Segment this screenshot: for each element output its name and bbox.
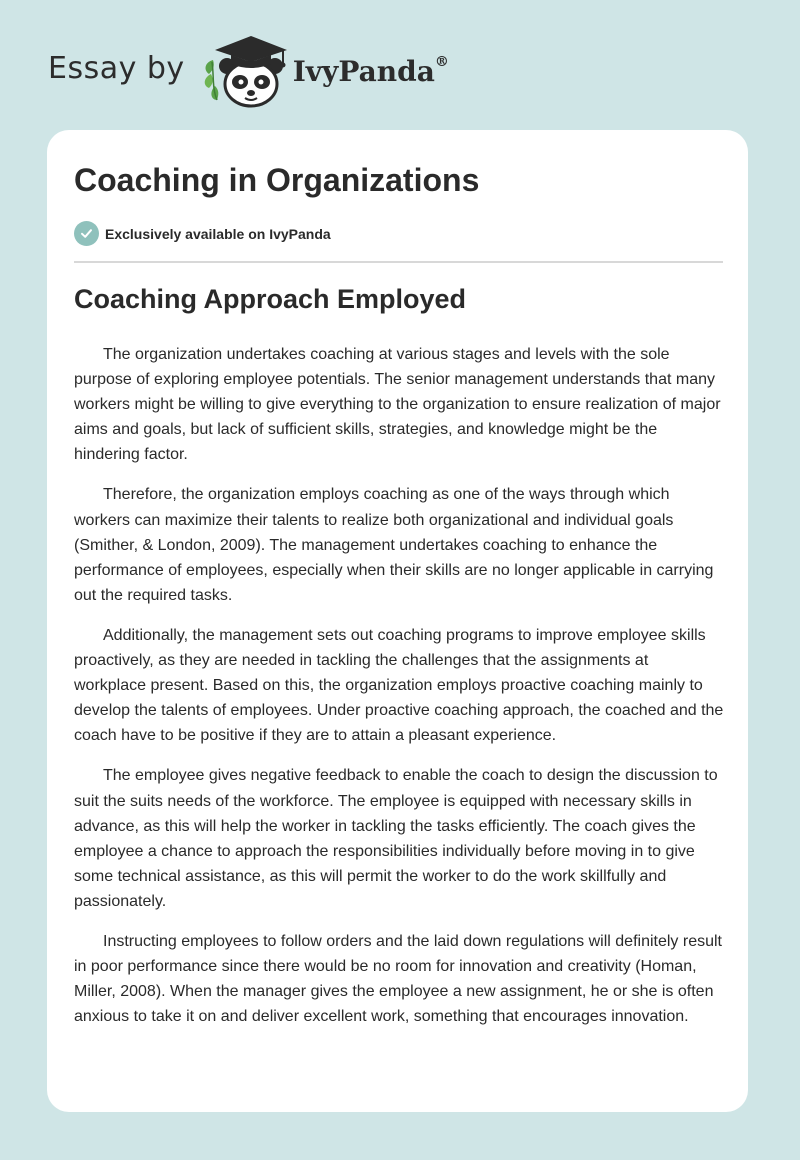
paragraph: Instructing employees to follow orders and the laid down regulations will definitely result in poor performance since there would be no room for innovation and creativity (Homan, Miller, 2008). When the manager gives the employee a new assignment, he or she is often anxious to take it on and deliver excellent work, something that encourages innovation.: [74, 932, 722, 1026]
paragraph: The employee gives negative feedback to enable the coach to design the discussion to suit the suits needs of the workforce. The employee is equipped with necessary skills in advance, as this will help the worker in tackling the tasks efficiently. The coach gives the employee a chance to approach the responsibilities individually before moving in to give some technical assistance, as this will permit the worker to do the work skillfully and passionately.: [74, 767, 718, 910]
brand-name: IvyPanda®: [292, 54, 449, 88]
site-header: [48, 30, 449, 110]
paragraph: Additionally, the management sets out coaching programs to improve employee skills proactively, as they are needed in tackling the challenges that the assignments at workplace present. Based on this, the organization employs proactive coaching mainly to develop the talents of employees. Under proactive coaching approach, the coached and the coach have to be positive if they are to attain a pleasant experience.: [74, 626, 724, 745]
essay-body: [74, 342, 724, 1044]
panda-graduation-cap-logo[interactable]: [199, 30, 291, 110]
title-divider: [74, 261, 723, 263]
ivy-leaf-icon: [204, 60, 218, 100]
essay-by-label: Essay by: [48, 50, 185, 86]
registered-mark: ®: [434, 54, 449, 71]
section-heading: Coaching Approach Employed: [74, 284, 467, 314]
page-title: Coaching in Organizations: [74, 162, 480, 198]
exclusive-badge-label: Exclusively available on IvyPanda: [105, 225, 331, 242]
exclusive-badge: [74, 221, 331, 246]
paragraph: Therefore, the organization employs coaching as one of the ways through which workers can maximize their talents to realize both organizational and individual goals (Smither, & London, 2009). The management undertakes coaching to enhance the performance of employees, especially when their skills are no longer applicable in carrying out the required tasks.: [74, 486, 714, 604]
essay-card: [47, 130, 748, 1112]
paragraph: The organization undertakes coaching at various stages and levels with the sole purpose of exploring employee potentials. The senior management understands that many workers might be willing to give everything to the organization to ensure realization of major aims and goals, but lack of sufficient skills, strategies, and knowledge might be the hindering factor.: [74, 346, 721, 464]
check-circle-icon: [74, 221, 99, 246]
